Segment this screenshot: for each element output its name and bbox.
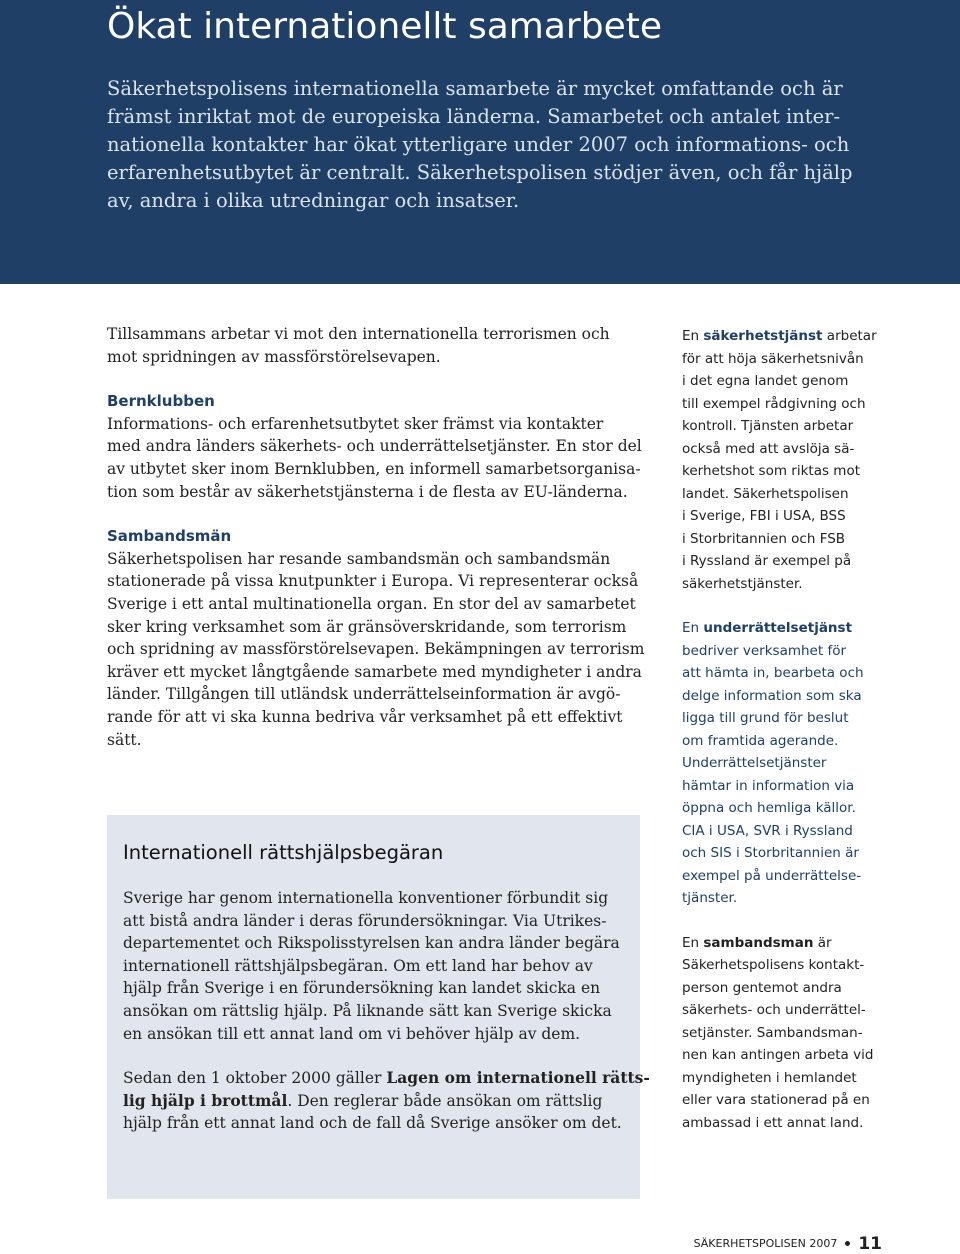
text-line: myndigheten i hemlandet <box>682 1069 857 1086</box>
sidebar-definition-underrattelsetjanst <box>682 617 942 910</box>
box-heading: Internationell rättshjälpsbegäran <box>123 841 444 864</box>
publication-name: SÄKERHETSPOLISEN 2007 <box>693 1237 838 1250</box>
text-line <box>123 1067 650 1090</box>
text-line: och SIS i Storbritannien är <box>682 845 859 861</box>
text-line: i Sverige, FBI i USA, BSS <box>682 508 846 524</box>
text-line: exempel på underrättelse- <box>682 867 862 884</box>
bullet-icon <box>845 1241 850 1246</box>
sambandsman-heading: Sambandsmän <box>107 527 232 546</box>
bernklubben-heading: Bernklubben <box>107 392 215 411</box>
text-span: En <box>682 620 704 636</box>
box-text <box>123 887 650 1135</box>
text-line: Säkerhetspolisen har resande sambandsmän och sambandsmän <box>107 549 611 568</box>
text-line: av utbytet sker inom Bernklubben, en informell samarbetsorganisa- <box>107 459 641 478</box>
text-line: tion som består av säkerhetstjänsterna i de flesta av EU-länderna. <box>107 482 628 501</box>
text-line: ligga till grund för beslut <box>682 710 849 726</box>
text-span: En <box>682 934 704 951</box>
text-line: hämtar in information via <box>682 777 855 794</box>
page-footer <box>694 1234 882 1254</box>
text-line: sätt. <box>107 730 142 749</box>
law-name: Lagen om internationell rätts- <box>386 1068 650 1088</box>
sambandsman-paragraph <box>107 548 647 751</box>
text-line: delge information som ska <box>682 687 862 704</box>
text-line: också med att avslöja sä- <box>682 440 855 457</box>
text-line: i det egna landet genom <box>682 373 849 389</box>
page-title: Ökat internationellt samarbete <box>107 6 662 47</box>
text-line: CIA i USA, SVR i Ryssland <box>682 822 853 839</box>
text-line: departementet och Rikspolisstyrelsen kan andra länder begära <box>123 934 620 953</box>
sidebar <box>682 325 942 1134</box>
page-number: 11 <box>858 1234 882 1254</box>
main-column <box>107 323 647 751</box>
text-span: arbetar <box>822 328 877 344</box>
term: säkerhetstjänst <box>703 328 823 344</box>
text-line: eller vara stationerad på en <box>682 1092 870 1108</box>
text-line: med andra länders säkerhets- och underrättelsetjänster. En stor del <box>107 437 642 456</box>
text-line: mot spridningen av massförstörelsevapen. <box>107 347 441 366</box>
law-name-cont: lig hjälp i brottmål <box>123 1090 288 1110</box>
text-line: hjälp från ett annat land och de fall då Sverige ansöker om det. <box>123 1114 622 1133</box>
text-line: Tillsammans arbetar vi mot den internationella terrorismen och <box>107 325 610 343</box>
text-line: Sverige har genom internationella konventioner förbundit sig <box>123 889 609 907</box>
bernklubben-paragraph <box>107 413 647 503</box>
text-line: en ansökan till ett annat land om vi behöver hjälp av dem. <box>123 1024 581 1043</box>
text-line: ansökan om rättslig hjälp. På liknande sätt kan Sverige skicka <box>123 1001 612 1020</box>
term: underrättelsetjänst <box>703 620 853 636</box>
text-line: internationell rättshjälpsbegäran. Om ett land har behov av <box>123 956 593 975</box>
text-line: tjänster. <box>682 890 738 906</box>
text-line: person gentemot andra <box>682 979 842 996</box>
text-line: hjälp från Sverige i en förundersökning kan landet skicka en <box>123 979 601 998</box>
intro-line: främst inriktat mot de europeiska länderna. Samarbetet och antalet inter- <box>107 105 841 128</box>
intro-line: Säkerhetspolisens internationella samarbete är mycket omfattande och är <box>107 77 843 100</box>
text-line: bedriver verksamhet för <box>682 642 847 659</box>
text-line: kerhetshot som riktas mot <box>682 463 860 479</box>
text-line <box>682 325 942 348</box>
text-line: säkerhetstjänster. <box>682 575 803 592</box>
text-span: är <box>813 934 832 951</box>
text-line: i Storbritannien och FSB <box>682 530 846 547</box>
text-line <box>682 617 942 640</box>
text-line: i Ryssland är exempel på <box>682 553 852 569</box>
intro-text <box>107 75 927 215</box>
text-line: för att höja säkerhetsnivån <box>682 350 864 367</box>
text-line: om framtida agerande. <box>682 732 839 749</box>
text-line: att bistå andra länder i deras förundersökningar. Via Utrikes- <box>123 911 607 930</box>
text-line: landet. Säkerhetspolisen <box>682 485 849 502</box>
text-line: Underrättelsetjänster <box>682 755 827 771</box>
sidebar-definition-sakerhetstjanst <box>682 325 942 595</box>
text-line: kontroll. Tjänsten arbetar <box>682 418 854 434</box>
text-line: Sverige i ett antal multinationella organ. En stor del av samarbetet <box>107 594 636 613</box>
text-line: stationerade på vissa knutpunkter i Europa. Vi representerar också <box>107 572 639 591</box>
text-line: rande för att vi ska kunna bedriva vår verksamhet på ett effektivt <box>107 707 623 726</box>
text-span: Sedan den 1 oktober 2000 gäller <box>123 1069 387 1088</box>
text-line: länder. Tillgången till utländsk underrättelseinformation är avgö- <box>107 685 621 704</box>
text-line: nen kan antingen arbeta vid <box>682 1047 874 1063</box>
text-line: kräver ett mycket långtgående samarbete med myndigheter i andra <box>107 662 642 681</box>
text-line: att hämta in, bearbeta och <box>682 665 864 681</box>
intro-line: nationella kontakter har ökat ytterligare under 2007 och informations- och <box>107 133 850 156</box>
info-box <box>107 815 650 1199</box>
header-banner <box>0 0 960 284</box>
intro-line: av, andra i olika utredningar och insatser. <box>107 189 520 212</box>
text-line: och spridning av massförstörelsevapen. Bekämpningen av terrorism <box>107 640 645 659</box>
text-span: . Den reglerar både ansökan om rättslig <box>287 1091 603 1110</box>
text-line <box>123 1090 650 1113</box>
term: sambandsman <box>703 934 814 951</box>
lead-paragraph <box>107 323 647 368</box>
text-line: öppna och hemliga källor. <box>682 800 856 816</box>
text-line: Säkerhetspolisens kontakt- <box>682 957 865 973</box>
intro-line: erfarenhetsutbytet är centralt. Säkerhetspolisen stödjer även, och får hjälp <box>107 161 853 184</box>
sidebar-definition-sambandsman <box>682 932 942 1135</box>
text-span: En <box>682 328 704 344</box>
text-line <box>682 932 942 955</box>
text-line: setjänster. Sambandsman- <box>682 1024 863 1041</box>
text-line: Informations- och erfarenhetsutbytet sker främst via kontakter <box>107 414 604 433</box>
text-line: ambassad i ett annat land. <box>682 1114 864 1131</box>
text-line: säkerhets- och underrättel- <box>682 1002 866 1018</box>
text-line: sker kring verksamhet som är gränsöverskridande, som terrorism <box>107 617 627 636</box>
text-line: till exempel rådgivning och <box>682 395 866 412</box>
